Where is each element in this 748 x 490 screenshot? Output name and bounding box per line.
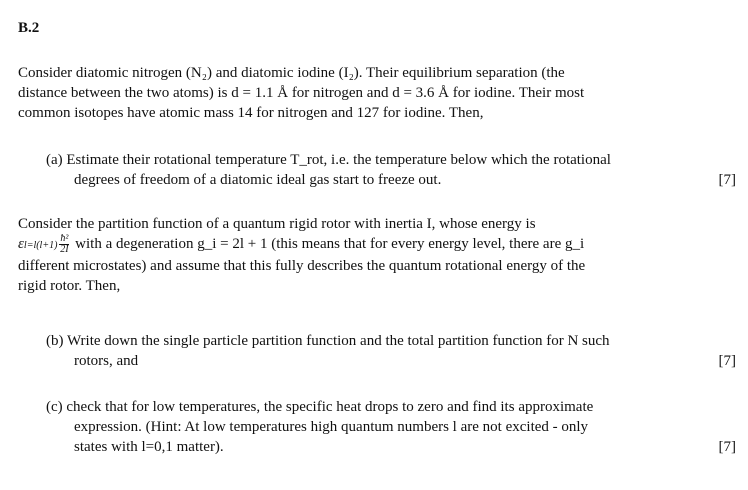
- part-a-marks: [7]: [718, 172, 736, 188]
- rotor-line: Consider the partition function of a quantum rigid rotor with inertia I, whose energy is: [18, 216, 536, 232]
- rotor-line: rigid rotor. Then,: [18, 278, 121, 294]
- energy-subscript: l=l(l+1): [23, 240, 58, 251]
- part-c-line: states with l=0,1 matter).: [74, 439, 224, 455]
- rotor-line: different microstates) and assume that this fully describes the quantum rotational energy of the: [18, 258, 586, 274]
- rotor-degeneracy-text: with a degeneration g_i = 2l + 1 (this means that for every energy level, there are g_i: [75, 236, 585, 252]
- question-heading: B.2: [18, 20, 40, 36]
- intro-line: common isotopes have atomic mass 14 for nitrogen and 127 for iodine. Then,: [18, 105, 484, 121]
- rotor-paragraph: [18, 214, 736, 296]
- part-b-line: (b) Write down the single particle partition function and the total partition function for N such: [46, 333, 610, 349]
- part-c-line: expression. (Hint: At low temperatures high quantum numbers l are not excited - only: [74, 419, 589, 435]
- part-b-marks: [7]: [718, 353, 736, 369]
- part-c-line: (c) check that for low temperatures, the specific heat drops to zero and find its approximate: [46, 399, 594, 415]
- energy-fraction: [59, 234, 69, 255]
- part-b-line: rotors, and: [74, 353, 139, 369]
- part-c: [46, 397, 736, 457]
- intro-line: distance between the two atoms) is d = 1.1 Å for nitrogen and d = 3.6 Å for iodine. Their most: [18, 85, 585, 101]
- part-a: [46, 150, 736, 190]
- rotor-energy-line: [18, 234, 736, 256]
- fraction-denominator: 2I: [60, 244, 69, 256]
- part-c-marks: [7]: [718, 439, 736, 455]
- fraction-numerator: ħ²: [60, 233, 69, 245]
- energy-symbol: ε: [18, 236, 24, 252]
- intro-paragraph: [18, 63, 736, 123]
- part-a-line: (a) Estimate their rotational temperature T_rot, i.e. the temperature below which the rotational: [46, 152, 611, 168]
- part-b: [46, 331, 736, 371]
- intro-line: Consider diatomic nitrogen (N₂) and diatomic iodine (I₂). Their equilibrium separation (the: [18, 65, 565, 81]
- part-a-line: degrees of freedom of a diatomic ideal gas start to freeze out.: [74, 172, 442, 188]
